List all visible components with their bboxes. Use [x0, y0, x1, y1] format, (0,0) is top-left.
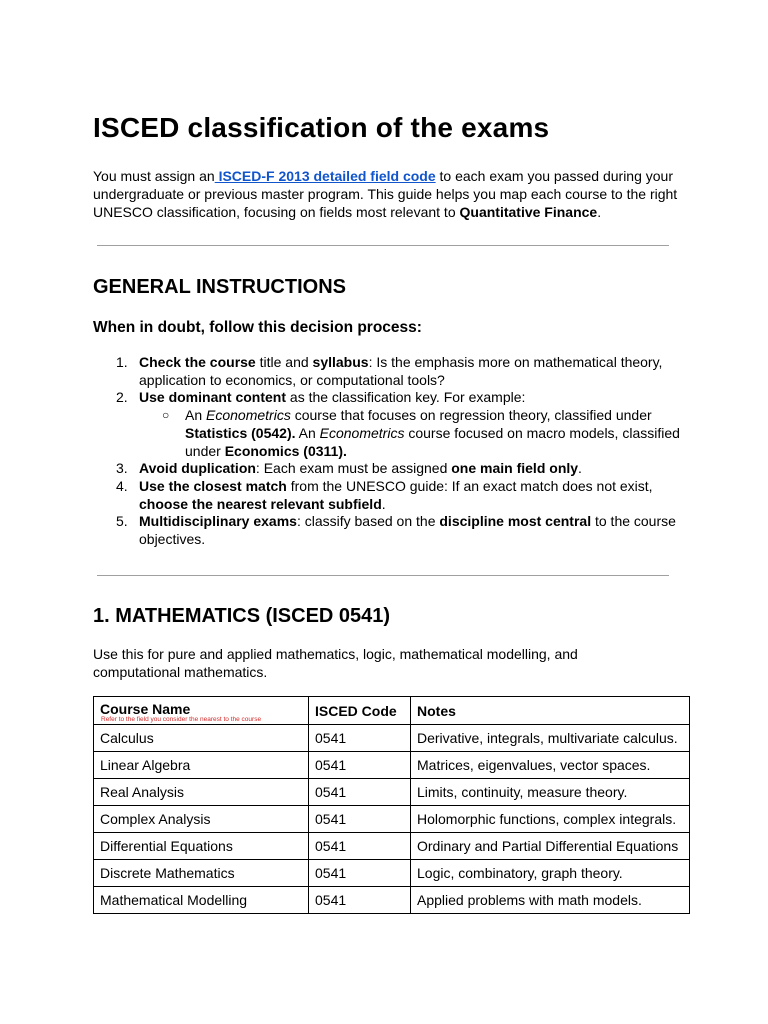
example-bold: Statistics (0542).: [185, 424, 296, 441]
course-cell: Mathematical Modelling: [94, 887, 309, 914]
course-name-hint: Refer to the field you consider the nearest to the course: [101, 716, 262, 723]
table-row: [94, 752, 690, 779]
code-cell: 0541: [309, 779, 411, 806]
notes-cell: Applied problems with math models.: [411, 887, 690, 914]
notes-cell: Logic, combinatory, graph theory.: [411, 860, 690, 887]
table-row: [94, 779, 690, 806]
isced-field-code-link[interactable]: ISCED-F 2013 detailed field code: [214, 168, 436, 184]
code-cell: 0541: [309, 752, 411, 779]
intro-text-middle: to each exam you passed during your undergraduate or previous master program. This guide helps you map each course to the right UNESCO classification, focusing on fields most relevant to: [93, 168, 678, 220]
intro-text-start: You must assign an: [93, 168, 215, 184]
code-cell: 0541: [309, 887, 411, 914]
step-bold-text: Use the closest match: [139, 477, 287, 494]
step-text: : Is the emphasis more on mathematical theory, application to economics, or computational tools?: [139, 354, 663, 388]
divider: [97, 575, 669, 576]
example-text: An: [295, 424, 320, 441]
list-item: [93, 354, 683, 389]
list-number: 2.: [116, 389, 128, 406]
notes-cell: Holomorphic functions, complex integrals.: [411, 806, 690, 833]
step-text: as the classification key. For example:: [286, 389, 526, 406]
step-text: : Each exam must be assigned: [255, 460, 452, 477]
notes-cell: Ordinary and Partial Differential Equations: [411, 833, 690, 860]
page-title: ISCED classification of the exams: [93, 112, 550, 143]
step-bold-text: syllabus: [312, 354, 369, 370]
step-text: from the UNESCO guide: If an exact match does not exist,: [286, 477, 653, 494]
list-item: [93, 389, 683, 460]
course-cell: Linear Algebra: [94, 752, 309, 779]
table-row: [94, 833, 690, 860]
step-bold-text: choose the nearest relevant subfield: [139, 495, 382, 512]
example-italic: Econometrics: [206, 407, 291, 424]
code-cell: 0541: [309, 725, 411, 752]
step-text: .: [578, 460, 582, 477]
general-instructions-heading: GENERAL INSTRUCTIONS: [93, 276, 346, 298]
list-number: 1.: [116, 354, 128, 370]
mathematics-heading: 1. MATHEMATICS (ISCED 0541): [93, 605, 391, 627]
course-cell: Real Analysis: [94, 779, 309, 806]
table-header-row: [94, 697, 690, 725]
step-bold-text: Use dominant content: [139, 389, 287, 406]
table-row: [94, 887, 690, 914]
list-number: 4.: [116, 477, 128, 494]
decision-steps-list: [93, 354, 683, 549]
table-row: [94, 806, 690, 833]
example-text: course focused on macro models, classified under: [185, 424, 680, 459]
example-bold: Economics (0311).: [224, 442, 347, 459]
column-header-notes: Notes: [411, 697, 690, 725]
course-cell: Discrete Mathematics: [94, 860, 309, 887]
mathematics-description: Use this for pure and applied mathematics, logic, mathematical modelling, and computational mathematics.: [93, 646, 578, 680]
example-italic: Econometrics: [319, 424, 405, 441]
list-item: [93, 460, 683, 478]
step-bold-text: Check the course: [139, 354, 256, 370]
course-name-header: Course Name: [100, 700, 191, 717]
list-number: 3.: [116, 460, 128, 477]
table-row: [94, 725, 690, 752]
divider: [97, 245, 669, 246]
intro-paragraph: [93, 167, 683, 221]
step-bold-text: discipline most central: [439, 513, 592, 530]
intro-text-end: .: [597, 204, 602, 220]
decision-process-subheading: When in doubt, follow this decision process:: [93, 319, 422, 336]
list-number: 5.: [116, 513, 128, 530]
mathematics-course-table: [93, 696, 690, 914]
example-text: An: [185, 407, 207, 424]
table-row: [94, 860, 690, 887]
list-item: [93, 513, 683, 548]
course-cell: Differential Equations: [94, 833, 309, 860]
code-cell: 0541: [309, 833, 411, 860]
code-cell: 0541: [309, 806, 411, 833]
list-item: [93, 478, 683, 513]
notes-cell: Matrices, eigenvalues, vector spaces.: [411, 752, 690, 779]
step-bold-text: one main field only: [451, 460, 579, 477]
step-bold-text: Multidisciplinary exams: [139, 513, 297, 530]
notes-cell: Derivative, integrals, multivariate calculus.: [411, 725, 690, 752]
step-text: title and: [255, 354, 313, 370]
course-cell: Calculus: [94, 725, 309, 752]
step-text: to the course objectives.: [139, 513, 676, 548]
step-bold-text: Avoid duplication: [139, 460, 256, 477]
step-text: : classify based on the: [296, 513, 440, 530]
course-cell: Complex Analysis: [94, 806, 309, 833]
column-header-code: ISCED Code: [309, 697, 411, 725]
column-header-course: [94, 697, 309, 725]
sub-list-item: [139, 407, 683, 460]
example-sublist: [139, 407, 683, 460]
example-text: course that focuses on regression theory, classified under: [290, 407, 652, 424]
hollow-bullet-icon: ○: [162, 408, 170, 423]
step-text: .: [381, 495, 386, 512]
intro-emphasis: Quantitative Finance: [459, 204, 598, 220]
notes-cell: Limits, continuity, measure theory.: [411, 779, 690, 806]
code-cell: 0541: [309, 860, 411, 887]
